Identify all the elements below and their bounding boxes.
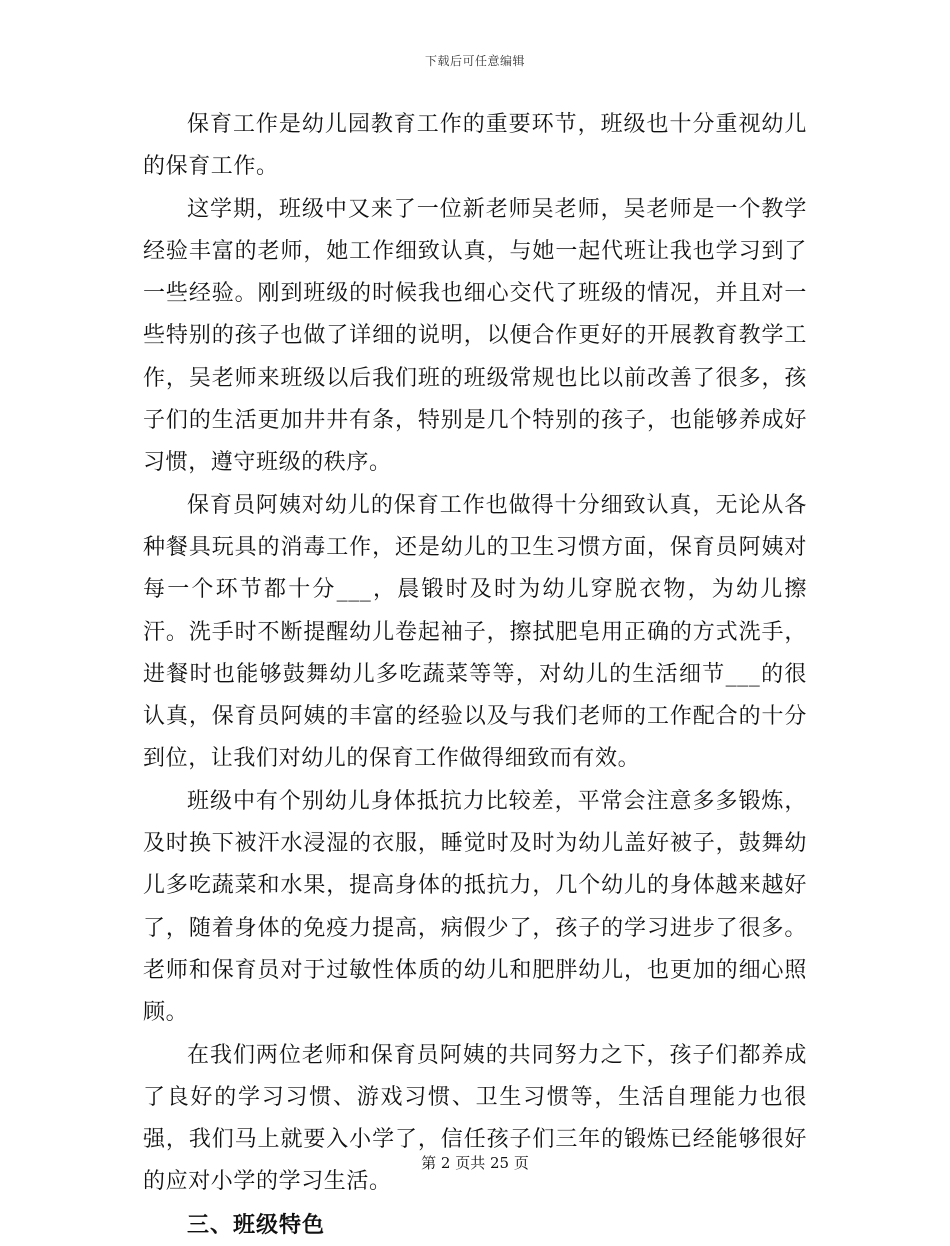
section-heading: 三、班级特色 <box>187 1211 326 1238</box>
paragraph: 班级中有个别幼儿身体抵抗力比较差，平常会注意多多锻炼，及时换下被汗水浸湿的衣服，睡觉时及时为幼儿盖好被子，鼓舞幼儿多吃蔬菜和水果，提高身体的抵抗力，几个幼儿的身体越来越好了，随着身体的免疫力提高，病假少了，孩子的学习进步了很多。老师和保育员对于过敏性体质的幼儿和肥胖幼儿，也更加的细心照顾。 <box>143 788 807 1026</box>
paragraph: 保育员阿姨对幼儿的保育工作也做得十分细致认真，无论从各种餐具玩具的消毒工作，还是幼儿的卫生习惯方面，保育员阿姨对每一个环节都十分___，晨锻时及时为幼儿穿脱衣物，为幼儿擦汗。洗手时不断提醒幼儿卷起袖子，擦拭肥皂用正确的方式洗手，进餐时也能够鼓舞幼儿多吃蔬菜等等，对幼儿的生活细节___的很认真，保育员阿姨的丰富的经验以及与我们老师的工作配合的十分到位，让我们对幼儿的保育工作做得细致而有效。 <box>143 492 807 772</box>
page-header: 下载后可任意编辑 <box>424 54 525 68</box>
document-body <box>143 104 807 1246</box>
paragraph: 在我们两位老师和保育员阿姨的共同努力之下，孩子们都养成了良好的学习习惯、游戏习惯、卫生习惯等，生活自理能力也很强，我们马上就要入小学了，信任孩子们三年的锻炼已经能够很好的应对小学的学习生活。 <box>143 1042 807 1195</box>
paragraph: 保育工作是幼儿园教育工作的重要环节，班级也十分重视幼儿的保育工作。 <box>143 112 807 180</box>
paragraph: 这学期，班级中又来了一位新老师吴老师，吴老师是一个教学经验丰富的老师，她工作细致认真，与她一起代班让我也学习到了一些经验。刚到班级的时候我也细心交代了班级的情况，并且对一些特别的孩子也做了详细的说明，以便合作更好的开展教育教学工作，吴老师来班级以后我们班的班级常规也比以前改善了很多，孩子们的生活更加井井有条，特别是几个特别的孩子，也能够养成好习惯，遵守班级的秩序。 <box>143 196 807 476</box>
page-footer: 第 2 页共 25 页 <box>421 1154 529 1172</box>
